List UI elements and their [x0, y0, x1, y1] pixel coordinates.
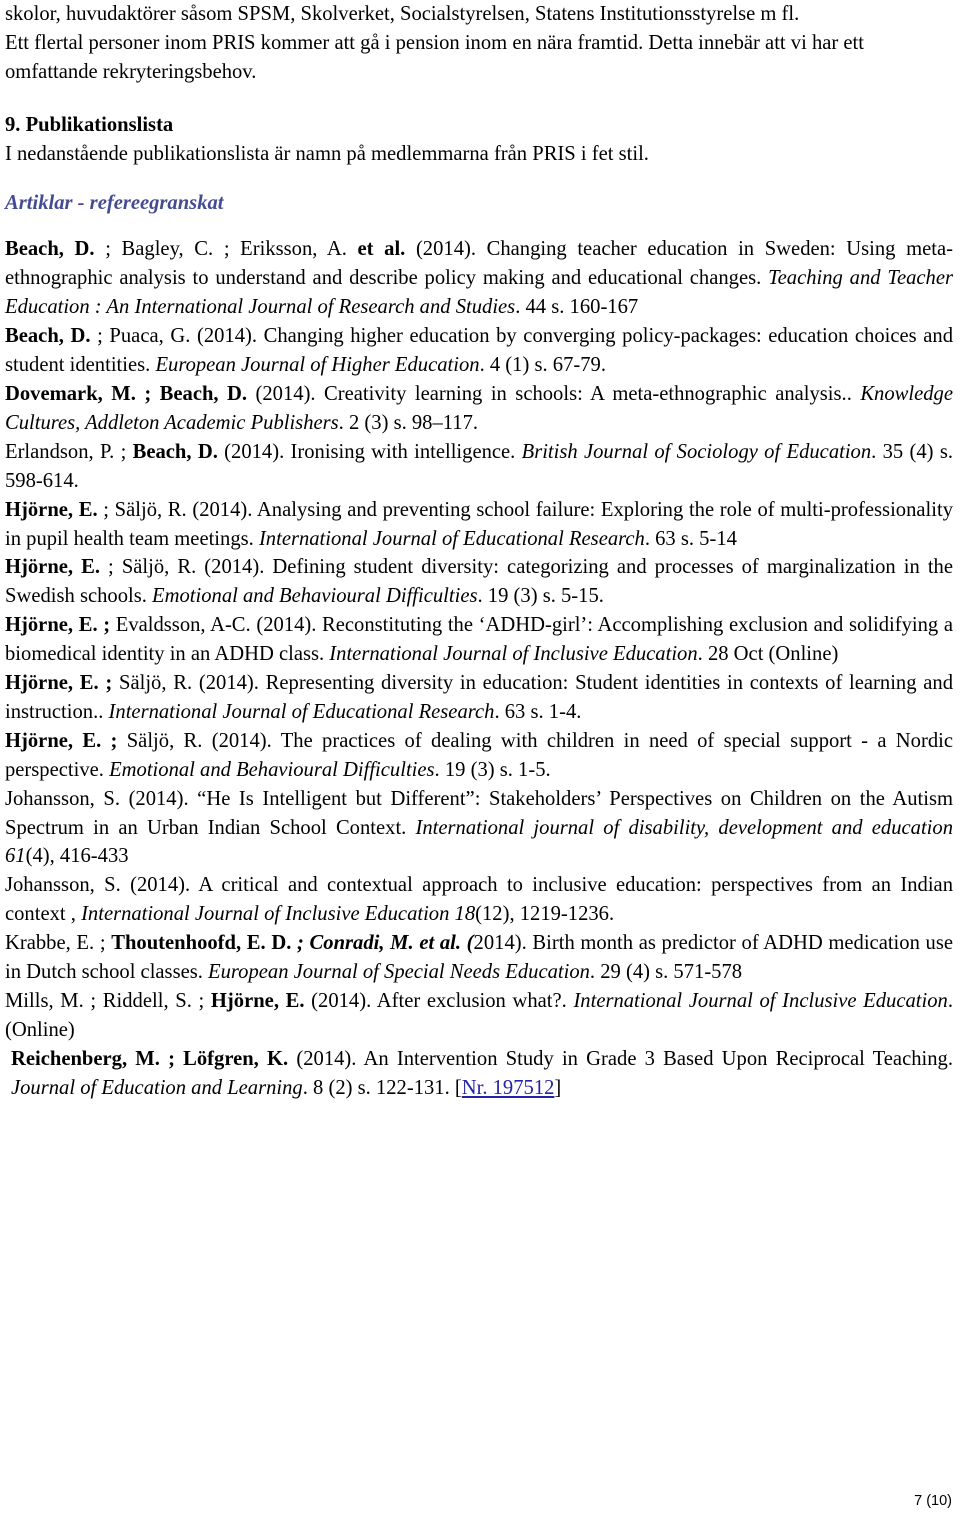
journal-title: International Journal of Educational Research: [258, 527, 645, 550]
journal-title: International Journal of Inclusive Education: [573, 990, 948, 1012]
journal-title: International journal of disability, development and education 61: [5, 816, 953, 868]
reference-entry: [5, 987, 953, 1045]
reference-text: (2014). After exclusion what?.: [304, 990, 574, 1012]
reference-text: Säljö, R. (2014). Representing diversity in education: Student identities in contexts of learning and instruction..: [5, 672, 953, 723]
reference-text: ; Säljö, R. (2014). Analysing and preventing school failure: Exploring the role of multi-professionality in pupil health team meetings.: [5, 498, 953, 550]
reference-text: ; Säljö, R. (2014). Defining student diversity: categorizing and processes of marginalization in the Swedish schools.: [5, 556, 953, 608]
reference-text: Evaldsson, A-C. (2014). Reconstituting the ‘ADHD-girl’: Accomplishing exclusion and solidifying a biomedical identity in an ADHD class.: [5, 614, 953, 666]
section-heading-text: 9. Publikationslista: [5, 113, 174, 136]
reference-text: ]: [554, 1076, 562, 1099]
reference-entry: [5, 669, 953, 727]
author-name-bold: Beach, D.: [132, 440, 218, 463]
author-name-bold: Hjörne, E. ;: [5, 672, 113, 695]
reference-text: Mills, M. ; Riddell, S. ;: [5, 990, 211, 1012]
author-name-bold: et al.: [357, 238, 406, 261]
reference-text: . 29 (4) s. 571-578: [589, 961, 743, 984]
reference-text: 2014). Birth month as predictor of ADHD medication use in Dutch school classes.: [5, 932, 953, 984]
journal-title: International Journal of Inclusive Education: [329, 643, 698, 666]
reference-text: . 35 (4) s. 598-614.: [5, 440, 953, 492]
reference-text: . 63 s. 1-4.: [494, 700, 582, 723]
reference-entry: [5, 438, 953, 496]
reference-text: (4), 416-433: [25, 845, 129, 868]
reference-text: . 8 (2) s. 122-131. [: [302, 1076, 462, 1099]
reference-text: . 28 Oct (Online): [697, 643, 839, 666]
reference-text: (2014). Ironising with intelligence.: [217, 440, 522, 463]
author-name-bold: Hjörne, E. ;: [5, 614, 111, 637]
reference-entry: [5, 871, 953, 929]
category-heading: Artiklar - refereegranskat: [5, 191, 224, 214]
reference-entry: [5, 611, 953, 669]
journal-title: Teaching and Teacher Education : An International Journal of Research and Studies: [5, 267, 953, 319]
journal-title: Emotional and Behavioural Difficulties: [109, 758, 435, 781]
reference-text: . (Online): [5, 990, 953, 1041]
author-name-bold: Hjörne, E.: [5, 556, 100, 579]
reference-text: . 2 (3) s. 98–117.: [338, 411, 479, 434]
intro-paragraph-2: Ett flertal personer inom PRIS kommer att gå i pension inom en nära framtid. Detta innebär att vi har ett omfattande rekryteringsbehov.: [5, 31, 864, 83]
author-name-bold: Hjörne, E. ;: [5, 729, 118, 752]
reference-text: . 19 (3) s. 5-15.: [477, 585, 604, 608]
reference-entry: [5, 322, 953, 380]
document-body: [5, 0, 953, 1103]
reference-entry: [5, 785, 953, 872]
reference-text: . 63 s. 5-14: [644, 527, 737, 550]
author-name-bold: Beach, D.: [5, 238, 95, 261]
reference-text: (2014). Creativity learning in schools: A meta-ethnographic analysis..: [247, 382, 861, 405]
journal-title: British Journal of Sociology of Education: [521, 440, 872, 463]
author-name-bold-italic: ; Conradi, M. et al. (: [291, 932, 474, 955]
author-name-bold: Hjörne, E.: [5, 498, 98, 521]
reference-entry: [5, 727, 953, 785]
journal-title: International Journal of Educational Research: [108, 700, 495, 723]
journal-title: Emotional and Behavioural Difficulties: [152, 585, 478, 608]
author-name-bold: Dovemark, M. ; Beach, D.: [5, 382, 248, 405]
reference-text: . 44 s. 160-167: [515, 296, 639, 319]
section-description: I nedanstående publikationslista är namn på medlemmarna från PRIS i fet stil.: [5, 142, 649, 165]
reference-link[interactable]: Nr. 197512: [461, 1076, 555, 1099]
author-name-bold: Hjörne, E.: [210, 990, 305, 1012]
author-name-bold: Beach, D.: [5, 325, 91, 348]
page-number: 7 (10): [914, 1493, 952, 1509]
reference-text: . 19 (3) s. 1-5.: [434, 758, 551, 781]
reference-text: Krabbe, E. ;: [5, 932, 112, 955]
reference-text: (12), 1219-1236.: [475, 903, 615, 926]
reference-entry: [5, 1045, 953, 1103]
reference-text: Johansson, S. (2014). A critical and contextual approach to inclusive education: perspectives from an Indian context ,: [5, 874, 953, 926]
author-name-bold: Thoutenhoofd, E. D.: [111, 932, 292, 955]
reference-list: [5, 235, 953, 1102]
reference-text: ; Puaca, G. (2014). Changing higher education by converging policy-packages: education choices and student identities.: [5, 325, 953, 377]
reference-entry: [5, 235, 953, 322]
author-name-bold: Reichenberg, M. ; Löfgren, K.: [11, 1047, 289, 1070]
reference-text: (2014). Changing teacher education in Sweden: Using meta-ethnographic analysis to understand and describe policy making and educational changes.: [5, 238, 953, 290]
journal-title: International Journal of Inclusive Education 18: [81, 903, 476, 926]
reference-text: ; Bagley, C. ; Eriksson, A.: [94, 238, 358, 261]
section-heading: [5, 111, 953, 140]
reference-text: (2014). An Intervention Study in Grade 3 Based Upon Reciprocal Teaching.: [288, 1047, 953, 1070]
intro-paragraph-1: skolor, huvudaktörer såsom SPSM, Skolverket, Socialstyrelsen, Statens Institutionsstyrelse m fl.: [5, 3, 800, 25]
reference-entry: [5, 380, 953, 438]
reference-text: Säljö, R. (2014). The practices of dealing with children in need of special support - a Nordic perspective.: [5, 729, 953, 781]
reference-entry: [5, 496, 953, 554]
reference-text: Erlandson, P. ;: [5, 440, 133, 463]
journal-title: European Journal of Special Needs Education: [208, 961, 590, 984]
reference-entry: [5, 553, 953, 611]
journal-title: European Journal of Higher Education: [155, 354, 480, 377]
journal-title: Knowledge Cultures, Addleton Academic Publishers: [5, 382, 953, 434]
journal-title: Journal of Education and Learning: [11, 1076, 303, 1099]
reference-text: . 4 (1) s. 67-79.: [479, 354, 606, 377]
reference-entry: [5, 929, 953, 987]
reference-text: Johansson, S. (2014). “He Is Intelligent but Different”: Stakeholders’ Perspectives on Children on the Autism Spectrum in an Urban Indian School Context.: [5, 787, 953, 839]
